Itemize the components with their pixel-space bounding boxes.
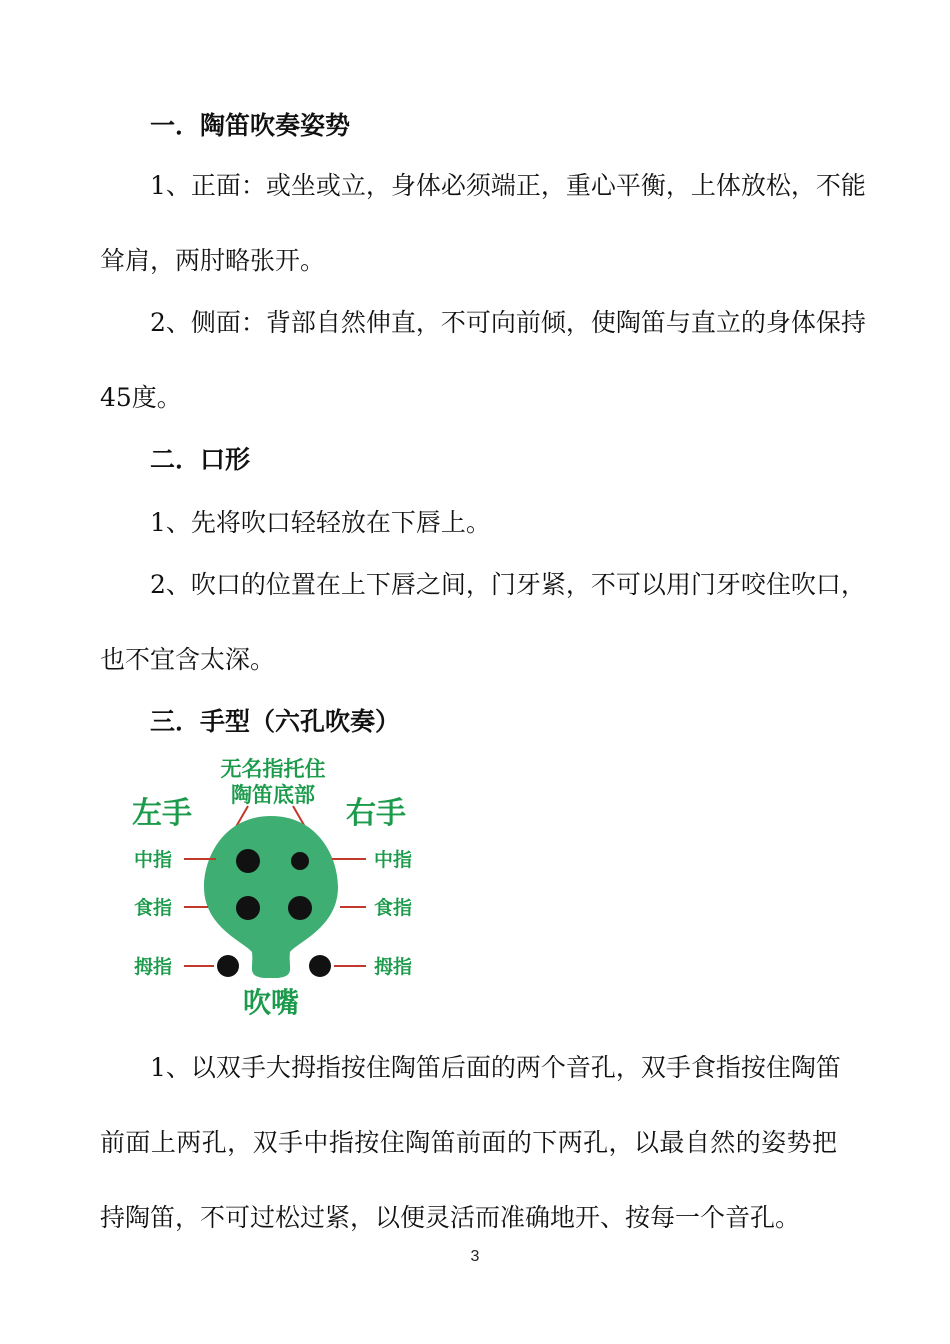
section-2-heading: 二．口形	[150, 445, 251, 474]
section-2-item-2-line-2: 也不宜含太深。	[100, 645, 276, 674]
top-label-line-2: 陶笛底部	[231, 783, 315, 807]
section-2-item-1: 1、先将吹口轻轻放在下唇上。	[150, 508, 491, 537]
right-index-label: 食指	[374, 897, 413, 919]
section-1-item-2-line-2: 45度。	[100, 383, 182, 412]
right-middle-label: 中指	[374, 849, 413, 871]
section-1-heading: 一．陶笛吹奏姿势	[150, 111, 351, 140]
section-1-item-2-line-1: 2、侧面：背部自然伸直，不可向前倾，使陶笛与直立的身体保持	[150, 308, 866, 337]
section-2-item-2-line-1: 2、吹口的位置在上下唇之间，门牙紧，不可以用门牙咬住吹口，	[150, 570, 866, 599]
right-middle-hole	[291, 852, 309, 870]
right-index-hole	[288, 896, 312, 920]
section-3-para-line-3: 持陶笛，不可过松过紧，以便灵活而准确地开、按每一个音孔。	[100, 1203, 801, 1232]
section-3-heading: 三．手型（六孔吹奏）	[150, 707, 401, 736]
page-number: 3	[470, 1248, 480, 1265]
right-hand-label: 右手	[346, 796, 406, 831]
ocarina-hand-position-diagram	[128, 752, 428, 1024]
ocarina-body	[204, 816, 338, 978]
section-1-item-1-line-2: 耸肩，两肘略张开。	[100, 246, 326, 275]
left-index-label: 食指	[134, 897, 173, 919]
section-3-para-line-2: 前面上两孔，双手中指按住陶笛前面的下两孔，以最自然的姿势把	[100, 1128, 837, 1157]
mouthpiece-label: 吹嘴	[242, 986, 300, 1019]
section-1-item-1-line-1: 1、正面：或坐或立，身体必须端正，重心平衡，上体放松，不能	[150, 171, 866, 200]
right-thumb-hole	[309, 955, 331, 977]
top-label-line-1: 无名指托住	[220, 757, 326, 781]
left-index-hole	[236, 896, 260, 920]
left-hand-label: 左手	[132, 796, 192, 831]
left-thumb-label: 拇指	[134, 956, 173, 978]
right-thumb-label: 拇指	[374, 956, 413, 978]
left-middle-label: 中指	[134, 849, 173, 871]
section-3-para-line-1: 1、以双手大拇指按住陶笛后面的两个音孔，双手食指按住陶笛	[150, 1053, 841, 1082]
left-middle-hole	[236, 849, 260, 873]
left-thumb-hole	[217, 955, 239, 977]
